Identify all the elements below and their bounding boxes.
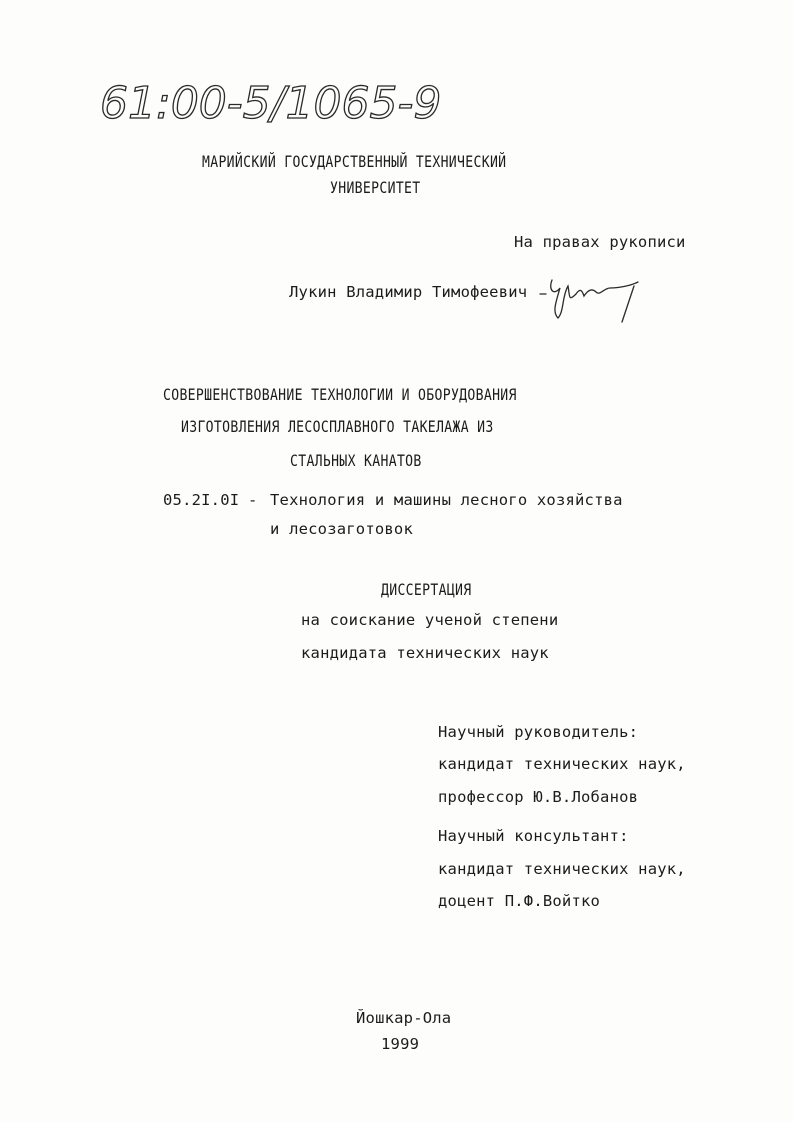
institution-line-2: УНИВЕРСИТЕТ (330, 178, 421, 197)
city: Йошкар-Ола (356, 1009, 452, 1027)
specialty-dash: - (248, 491, 258, 509)
dissertation-heading: ДИССЕРТАЦИЯ (381, 580, 472, 599)
archive-number-text: 61:00-5/1065-9 (100, 78, 442, 129)
year: 1999 (381, 1035, 420, 1053)
consultant-name: доцент П.Ф.Войтко (438, 892, 601, 910)
specialty-line-2: и лесозаготовок (270, 520, 413, 538)
specialty-line-1: Технология и машины лесного хозяйства (270, 491, 623, 509)
title-line-3: СТАЛЬНЫХ КАНАТОВ (290, 451, 422, 470)
author-signature (538, 272, 648, 326)
consultant-label: Научный консультант: (438, 827, 629, 845)
institution-line-1: МАРИЙСКИЙ ГОСУДАРСТВЕННЫЙ ТЕХНИЧЕСКИЙ (202, 152, 507, 171)
author-name: Лукин Владимир Тимофеевич (289, 283, 528, 301)
supervisor-degree: кандидат технических наук, (438, 755, 686, 773)
consultant-degree: кандидат технических наук, (438, 860, 686, 878)
supervisor-name: профессор Ю.В.Лобанов (438, 788, 639, 806)
dissertation-line-2: кандидата технических наук (301, 644, 549, 662)
handwritten-archive-number (100, 66, 480, 136)
supervisor-label: Научный руководитель: (438, 723, 639, 741)
specialty-code: 05.2I.0I (163, 491, 240, 509)
title-line-2: ИЗГОТОВЛЕНИЯ ЛЕСОСПЛАВНОГО ТАКЕЛАЖА ИЗ (181, 417, 494, 436)
manuscript-note: На правах рукописи (514, 233, 686, 251)
dissertation-line-1: на соискание ученой степени (301, 611, 559, 629)
title-line-1: СОВЕРШЕНСТВОВАНИЕ ТЕХНОЛОГИИ И ОБОРУДОВАНИЯ (163, 385, 517, 404)
